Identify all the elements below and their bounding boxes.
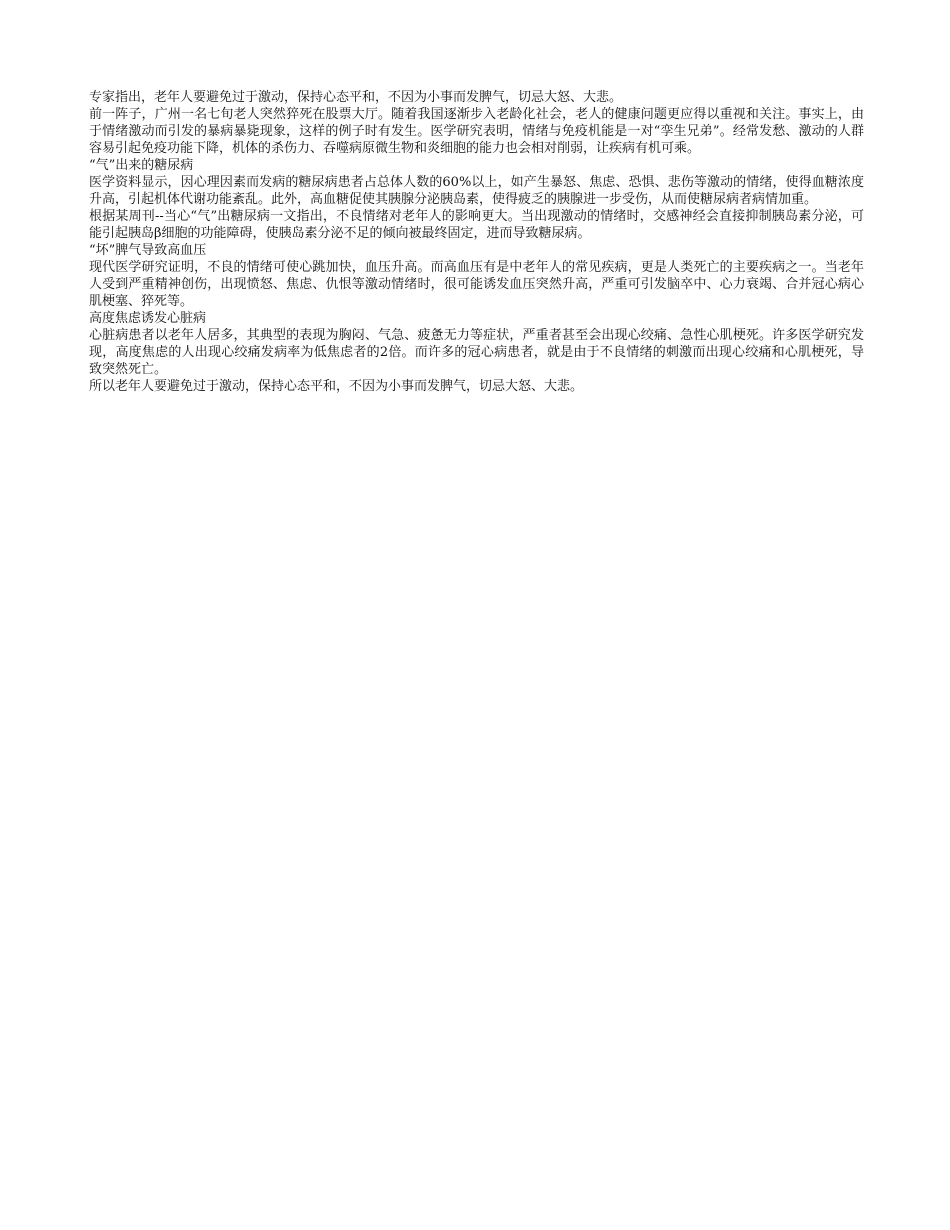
document-body — [89, 89, 864, 395]
diabetes-paragraph-1: 医学资料显示，因心理因素而发病的糖尿病患者占总体人数的60%以上，如产生暴怒、焦虑、恐惧、悲伤等激动的情绪，使得血糖浓度升高，引起机体代谢功能紊乱。此外，高血糖促使其胰腺分泌胰岛素，使得疲乏的胰腺进一步受伤，从而使糖尿病者病情加重。 — [89, 175, 864, 207]
diabetes-paragraph-2: 根据某周刊--当心“气”出糖尿病一文指出，不良情绪对老年人的影响更大。当出现激动的情绪时，交感神经会直接抑制胰岛素分泌，可能引起胰岛β细胞的功能障碍，使胰岛素分泌不足的倾向被最终固定，进而导致糖尿病。 — [89, 209, 864, 241]
section-heading-diabetes: “气”出来的糖尿病 — [89, 158, 194, 173]
section-heading-heart-disease: 高度焦虑诱发心脏病 — [89, 311, 207, 326]
intro-paragraph: 专家指出，老年人要避免过于激动，保持心态平和，不因为小事而发脾气，切忌大怒、大悲。 — [89, 90, 623, 105]
section-heading-hypertension: “坏”脾气导致高血压 — [89, 243, 207, 258]
conclusion-paragraph: 所以老年人要避免过于激动，保持心态平和，不因为小事而发脾气，切忌大怒、大悲。 — [89, 379, 584, 394]
heart-disease-paragraph: 心脏病患者以老年人居多，其典型的表现为胸闷、气急、疲惫无力等症状，严重者甚至会出现心绞痛、急性心肌梗死。许多医学研究发现，高度焦虑的人出现心绞痛发病率为低焦虑者的2倍。而许多的冠心病患者，就是由于不良情绪的刺激而出现心绞痛和心肌梗死，导致突然死亡。 — [89, 328, 864, 377]
hypertension-paragraph: 现代医学研究证明，不良的情绪可使心跳加快，血压升高。而高血压有是中老年人的常见疾病，更是人类死亡的主要疾病之一。当老年人受到严重精神创伤，出现愤怒、焦虑、仇恨等激动情绪时，很可能诱发血压突然升高，严重可引发脑卒中、心力衰竭、合并冠心病心肌梗塞、猝死等。 — [89, 260, 864, 309]
background-paragraph: 前一阵子，广州一名七旬老人突然猝死在股票大厅。随着我国逐渐步入老龄化社会，老人的健康问题更应得以重视和关注。事实上，由于情绪激动而引发的暴病暴毙现象，这样的例子时有发生。医学研究表明，情绪与免疫机能是一对“孪生兄弟”。经常发愁、激动的人群容易引起免疫功能下降，机体的杀伤力、吞噬病原微生物和炎细胞的能力也会相对削弱，让疾病有机可乘。 — [89, 107, 864, 156]
